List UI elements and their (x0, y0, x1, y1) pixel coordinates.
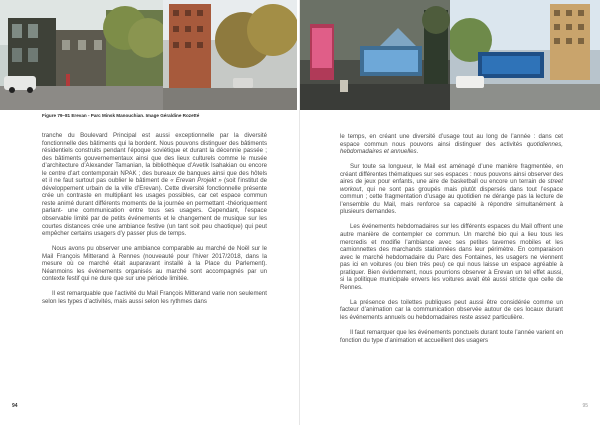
paragraph-text: . (416, 148, 419, 156)
paragraph: Les événements hebdomadaires sur les différents espaces du Mail offrent une autre manière de contempler ce commun. Un marché bio qui a lieu tous les mercredis et modifie l’ambiance avec ses petites tavernes mobiles et les camionnettes des marchands stationnées dans leur périmètre. En comparaison avec le marché hebdomadaire du Parc des Fontaines, les usagers ne viennent pas ici en voitures (ou bien très peu) ce qui nous laisse un espace agréable à pratiquer. Bien évidemment, nous pourrions observer à Erevan un tel effet aussi, si la politique municipale envers les voitures avait été aussi stricte que celle de Rennes. (340, 223, 563, 291)
right-text-column (340, 133, 563, 344)
paragraph-emphasis: street workout (340, 178, 563, 193)
photo-tower-avenue (163, 0, 297, 110)
photo-hotel-billboard-image (450, 0, 600, 110)
page-gutter (299, 0, 300, 425)
paragraph-text: le temps, en créant une diversité d’usage tout au long de l’année : dans cet espace commun nous pouvons ainsi distinguer des activités (340, 133, 563, 148)
paragraph: Il est remarquable que l’activité du Mail François Mitterand varie non seulement selon les types d’activités, mais aussi selon les rythmes dans (42, 290, 267, 305)
paragraph-emphasis: « Erevan Projekt » (170, 177, 222, 185)
paragraph: Il faut remarquer que les événements ponctuels durant toute l’année varient en fonction du type d’animation et accueillent des usagers (340, 329, 563, 344)
right-page-number: 95 (582, 403, 588, 409)
paragraph-text: tranche du Boulevard Principal est aussi exceptionnelle par la diversité fonctionnelle des bâtiments qui la bordent. Nous pouvons distinguer des bâtiments résidentiels construits pendant l’époque soviétique et durant la décennie passée ; des bâtiments gouvernementaux ainsi que des lieux culturels comme le musée d’architecture d’Alexander Tamanian, la bibliothèque d’Avetik Isahakian ou encore le centre d’art contemporain NPAK ; des bureaux de banques ainsi que des hôtels et il ne faut surtout pas oublier le bâtiment de (42, 132, 267, 185)
paragraph-text: (soit l’institut de développement urbain de la ville d’Erevan). Cette diversité fonctionnelle présente crée un contraste en multipliant les usages possibles, car cet espace commun reste animé durant différents moments de la journée en permettant -théoriquement parlant- une communication entre tous ses usagers. Cependant, l’espace observable limité par de petits événements et le changement de musique sur les courtes distances crée une ambiance festive (un tant soit peu chaotique) qui peut empêcher certains usagers d’y passer plus de temps. (42, 177, 267, 238)
paragraph (42, 132, 267, 238)
paragraph (340, 163, 563, 216)
paragraph: La présence des toilettes publiques peut aussi être considérée comme un facteur d’animation car la communication observée autour de ces locaux durant les événements annuels ou hebdomadaires reste assez particulière. (340, 298, 563, 321)
figure-caption: Figure 79–81 Erevan - Parc Minsk Manouchian. Image Géraldine Rozetté (42, 113, 200, 118)
photo-tower-avenue-image (163, 0, 297, 110)
photo-building-street-image (0, 0, 163, 110)
photo-billboard-night (300, 0, 450, 110)
left-page-number: 94 (12, 403, 18, 409)
left-text-column (42, 132, 267, 305)
paragraph (340, 133, 563, 156)
photo-building-street (0, 0, 163, 110)
paragraph-emphasis: quotidiennes, hebdomadaires et annuelles (340, 140, 563, 156)
paragraph-text: , qui ne sont pas groupés mais plutôt dispersés dans tout l’espace commun ; cette fragmentation d’usage au quotidien ne dérange pas la lecture de l’ensemble du Mail, mais renforce sa capacité à répondre simultanément à plusieurs demandes. (340, 185, 563, 216)
photo-hotel-billboard (450, 0, 600, 110)
paragraph: Nous avons pu observer une ambiance comparable au marché de Noël sur le Mail François Mitterand à Rennes (nouveauté pour l’hiver 2017/2018, dans la mesure où ce marché était auparavant installé à la Place du Parlement). Néanmoins les événements organisés au marché sont accompagnés par un contexte festif qui ne dure que sur une période limitée. (42, 245, 267, 283)
photo-billboard-night-image (300, 0, 450, 110)
paragraph-text: Sur toute sa longueur, le Mail est aménagé d’une manière fragmentée, en créant différentes thématiques sur ses espaces : nous pouvons ainsi observer des aires de jeux pour enfants, une aire de basketball ou encore un terrain de (340, 163, 563, 186)
